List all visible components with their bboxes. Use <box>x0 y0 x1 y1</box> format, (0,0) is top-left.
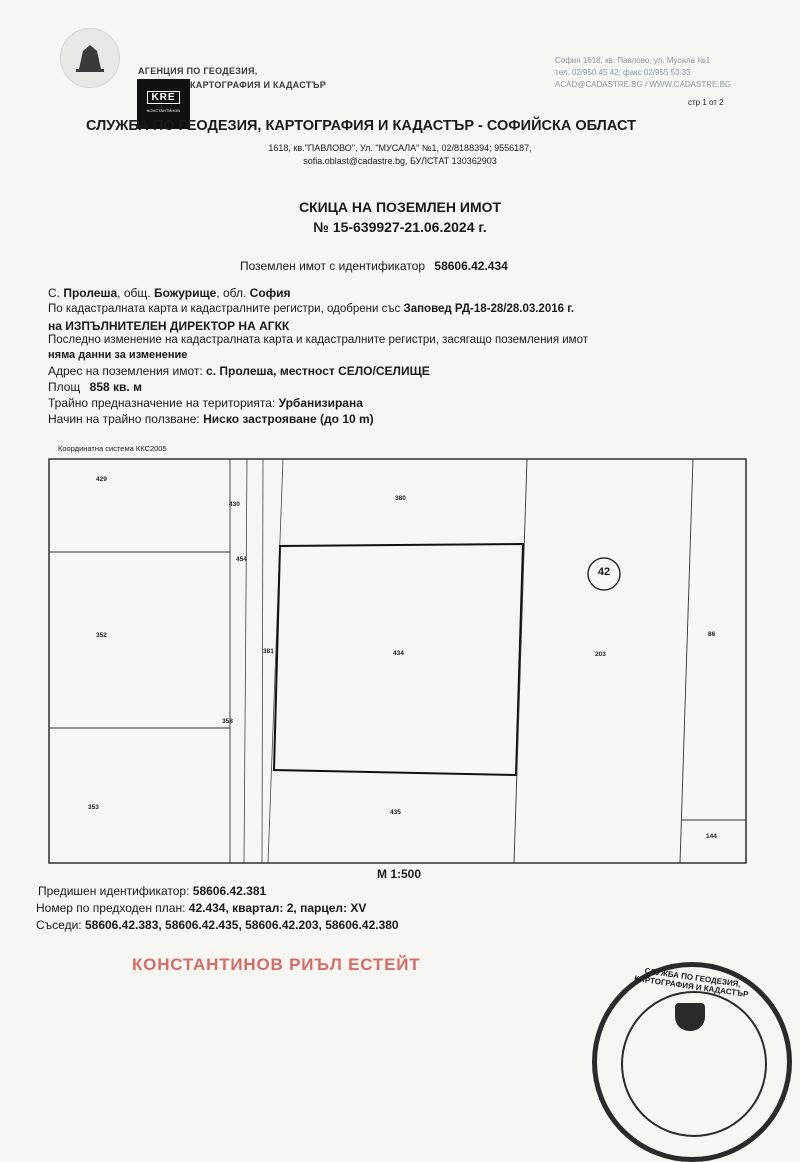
parcel-label-203: 203 <box>595 651 606 658</box>
usage-label: Начин на трайно ползване: <box>48 412 200 426</box>
lot-value: XV <box>350 901 367 915</box>
prev-plan-row: Номер по предходен план: 42.434, квартал: 2, парцел: XV <box>36 901 367 915</box>
last-change-text: Последно изменение на кадастралната карта и кадастралните регистри, засягащо поземления имот <box>48 334 589 346</box>
document-title: СКИЦА НА ПОЗЕМЛЕН ИМОТ <box>298 199 502 215</box>
approved-order: Заповед РД-18-28/28.03.2016 г. <box>403 303 575 315</box>
prev-id-value: 58606.42.381 <box>192 884 267 898</box>
coordinate-system: Координатна система ККС2005 <box>58 444 167 453</box>
boundary-203-86 <box>680 459 693 863</box>
office-title: СЛУЖБА ПО ГЕОДЕЗИЯ, КАРТОГРАФИЯ И КАДАСТЪР - СОФИЙСКА ОБЛАСТ <box>86 118 636 134</box>
parcel-label-430: 430 <box>229 501 240 508</box>
office-address: 1618, кв."ПАВЛОВО", Ул. "МУСАЛА" №1, 02/8188394; 9556187, <box>268 143 532 153</box>
parcel-label-144: 144 <box>706 833 717 840</box>
parcel-label-358: 358 <box>222 718 233 725</box>
locality: Пролеша <box>63 286 118 300</box>
page-number: стр 1 от 2 <box>688 98 724 107</box>
prev-id-row <box>38 884 266 898</box>
municipality-label: общ. <box>123 286 151 300</box>
stamp-emblem-icon <box>675 1003 705 1031</box>
address-label: Адрес на поземления имот: <box>48 364 203 378</box>
identifier-value: 58606.42.434 <box>434 259 508 273</box>
lot-label: парцел: <box>300 901 348 915</box>
quarter-value: 2, <box>286 901 297 915</box>
kre-logo-subtitle: КОНСТАНТИНОВ <box>147 108 180 113</box>
quarter-number: 42 <box>597 566 611 578</box>
parcel-434-outline <box>274 544 523 775</box>
parcel-label-454: 454 <box>236 556 247 563</box>
prev-id-label: Предишен идентификатор: <box>38 884 190 898</box>
parcel-label-429: 429 <box>96 476 107 483</box>
office-contact: sofia.oblast@cadastre.bg, БУЛСТАТ 130362903 <box>303 156 497 166</box>
map-frame <box>49 459 746 863</box>
address-right-2: тел. 02/950 45 42; факс 02/955 53 33 <box>555 68 691 77</box>
kre-logo-mark: KRE <box>147 91 179 104</box>
identifier-label: Поземлен имот с идентификатор <box>240 259 426 273</box>
parcel-label-434: 434 <box>393 650 404 657</box>
parcel-label-352: 352 <box>96 632 107 639</box>
quarter-label: квартал: <box>232 901 284 915</box>
stamp-text: СЛУЖБА ПО ГЕОДЕЗИЯ, КАРТОГРАФИЯ И КАДАСТЪР <box>633 966 749 999</box>
road-line-3 <box>268 459 283 863</box>
address-right-3: ACAD@CADASTRE.BG / WWW.CADASTRE.BG <box>555 80 732 89</box>
road-line-1 <box>244 459 247 863</box>
locality-row: С. Пролеша, общ. Божурище, обл. София <box>48 286 291 300</box>
parcel-label-381: 381 <box>263 648 274 655</box>
map-scale: М 1:500 <box>377 867 422 881</box>
road-line-2 <box>262 459 263 863</box>
approved-by: на ИЗПЪЛНИТЕЛЕН ДИРЕКТОР НА АГКК <box>48 319 290 333</box>
neighbors-label: Съседи: <box>36 918 82 932</box>
parcel-label-435: 435 <box>390 809 401 816</box>
region-label: обл. <box>222 286 247 300</box>
parcel-label-380: 380 <box>395 495 406 502</box>
address-value: с. Пролеша, местност СЕЛО/СЕЛИЩЕ <box>206 364 430 378</box>
watermark: КОНСТАНТИНОВ РИЪЛ ЕСТЕЙТ <box>132 955 421 974</box>
municipality: Божурище <box>153 286 217 300</box>
prev-plan-value: 42.434 <box>188 901 226 915</box>
region: София <box>249 286 291 300</box>
usage-value: Ниско застрояване (до 10 m) <box>203 412 374 426</box>
prev-plan-label: Номер по предходен план: <box>36 901 186 915</box>
area-value: 858 кв. м <box>89 380 142 394</box>
locality-prefix: С. <box>48 286 60 300</box>
area-label: Площ <box>48 380 81 394</box>
agency-name-line1: АГЕНЦИЯ ПО ГЕОДЕЗИЯ, <box>138 66 258 76</box>
purpose-value: Урбанизирана <box>278 396 363 410</box>
neighbors-value: 58606.42.383, 58606.42.435, 58606.42.203, 58606.42.380 <box>84 918 399 932</box>
purpose-label: Трайно предназначение на територията: <box>48 396 276 410</box>
office-stamp <box>592 962 792 1162</box>
parcel-label-353: 353 <box>88 804 99 811</box>
neighbors-row <box>36 918 399 932</box>
address-right-1: София 1618, кв. Павлово, ул. Мусала №1 <box>555 56 711 65</box>
boundary-434-203 <box>514 459 527 863</box>
parcel-label-86: 86 <box>708 631 716 638</box>
approved-text: По кадастралната карта и кадастралните регистри, одобрени със <box>48 303 401 315</box>
document-number: № 15-639927-21.06.2024 г. <box>313 219 487 235</box>
agency-name-line2: КАРТОГРАФИЯ И КАДАСТЪР <box>190 80 327 90</box>
last-change-value: няма данни за изменение <box>48 349 188 361</box>
